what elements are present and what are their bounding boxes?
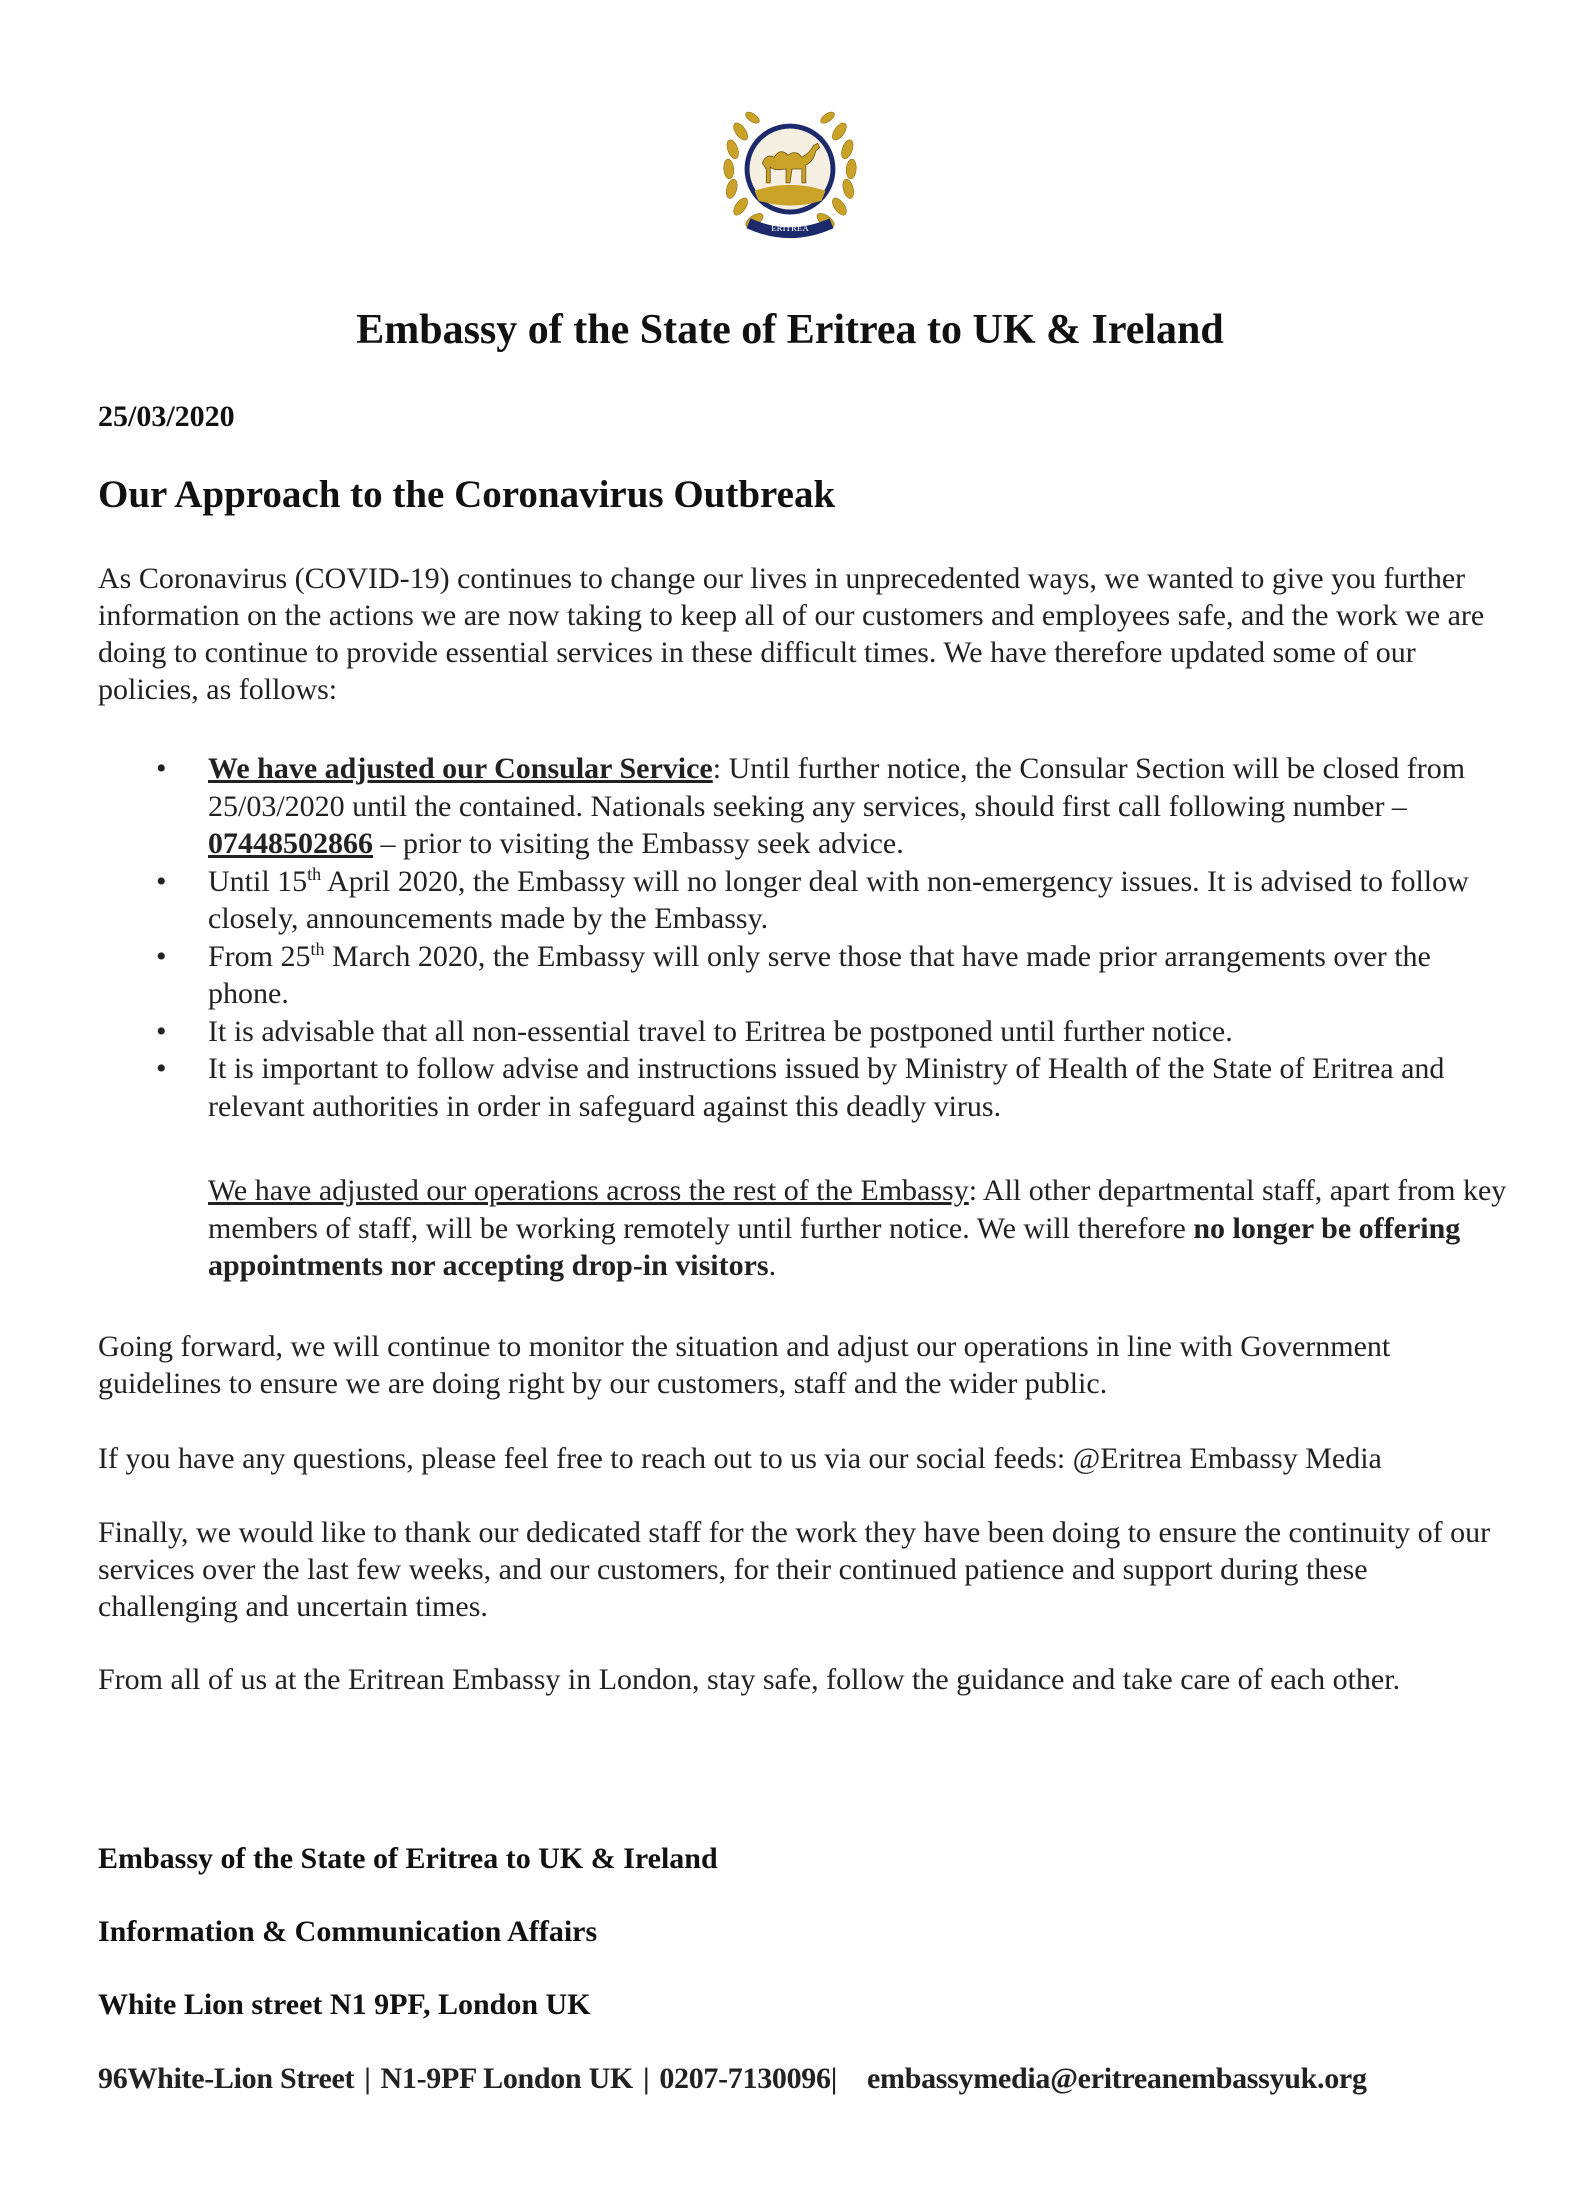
section-heading: Our Approach to the Coronavirus Outbreak bbox=[98, 473, 836, 516]
bullet-4-text: It is advisable that all non-essential travel to Eritrea be postponed until further notice. bbox=[208, 1014, 1233, 1048]
bullet-3-post: March 2020, the Embassy will only serve those that have made prior arrangements over the phone. bbox=[208, 939, 1431, 1010]
operations-text: : All other departmental staff, apart from key members of staff, will be working remotely until further notice. We will therefore bbox=[208, 1174, 1507, 1245]
intro-paragraph: As Coronavirus (COVID-19) continues to change our lives in unprecedented ways, we wanted to give you further information on the actions we are now taking to keep all of our customers and employees safe, and the work we are doing to continue to provide essential services in these difficult times. We have therefore updated some of our policies, as follows: bbox=[98, 562, 1485, 706]
consular-text-2: – prior to visiting the Embassy seek advice. bbox=[373, 827, 904, 860]
footer-contact bbox=[98, 2062, 1367, 2096]
list-item bbox=[98, 938, 1498, 1013]
signature-embassy: Embassy of the State of Eritrea to UK & Ireland bbox=[98, 1842, 718, 1875]
footer-phone[interactable]: 0207-7130096 bbox=[659, 2062, 831, 2095]
bullet-3-pre: From 25 bbox=[208, 939, 311, 973]
consular-phone-number[interactable]: 07448502866 bbox=[208, 827, 373, 860]
list-item bbox=[98, 1050, 1498, 1125]
consular-service-lead: We have adjusted our Consular Service bbox=[208, 752, 713, 785]
closing-paragraph: From all of us at the Eritrean Embassy in London, stay safe, follow the guidance and take care of each other. bbox=[98, 1663, 1401, 1696]
bullet-2-sup: th bbox=[307, 863, 322, 884]
bullet-2-post: April 2020, the Embassy will no longer deal with non-emergency issues. It is advised to follow closely, announcements made by the Embassy. bbox=[208, 864, 1469, 935]
operations-end: . bbox=[768, 1249, 777, 1282]
consular-text-1: : Until further notice, the Consular Section will be closed from 25/03/2020 until the contained. Nationals seeking any services, should first call following number – bbox=[208, 752, 1466, 823]
bullet-icon: • bbox=[156, 939, 167, 973]
footer-postcode: N1-9PF London UK bbox=[380, 2062, 633, 2095]
footer-address: 96White-Lion Street bbox=[98, 2062, 355, 2095]
letter-date: 25/03/2020 bbox=[98, 400, 235, 433]
page-title: Embassy of the State of Eritrea to UK & Ireland bbox=[356, 307, 1224, 353]
footer-separator: | bbox=[643, 2062, 650, 2095]
bullet-icon: • bbox=[156, 1014, 167, 1048]
bullet-3-sup: th bbox=[310, 938, 325, 959]
operations-lead: We have adjusted our operations across the rest of the Embassy bbox=[208, 1174, 969, 1207]
bullet-icon: • bbox=[156, 752, 167, 785]
list-item bbox=[98, 750, 1498, 863]
bullet-2-pre: Until 15 bbox=[208, 864, 308, 898]
bullet-5-text: It is important to follow advise and instructions issued by Ministry of Health of the State of Eritrea and relevant authorities in order in safeguard against this deadly virus. bbox=[208, 1052, 1445, 1123]
questions-paragraph: If you have any questions, please feel free to reach out to us via our social feeds: @Eritrea Embassy Media bbox=[98, 1442, 1382, 1475]
eritrea-emblem-icon bbox=[711, 92, 869, 250]
footer-separator: | bbox=[364, 2062, 371, 2095]
operations-paragraph bbox=[208, 1172, 1508, 1285]
footer-email-link[interactable]: embassymedia@eritreanembassyuk.org bbox=[867, 2062, 1367, 2095]
bullet-icon: • bbox=[156, 1052, 167, 1085]
operations-bold: no longer be offering appointments nor accepting drop-in visitors bbox=[208, 1211, 1461, 1282]
going-forward-paragraph: Going forward, we will continue to monitor the situation and adjust our operations in line with Government guidelines to ensure we are doing right by our customers, staff and the wider public. bbox=[98, 1330, 1391, 1400]
bullet-icon: • bbox=[156, 864, 167, 898]
list-item bbox=[98, 863, 1498, 938]
list-item bbox=[98, 1013, 1498, 1051]
signature-address: White Lion street N1 9PF, London UK bbox=[98, 1988, 591, 2021]
thanks-paragraph: Finally, we would like to thank our dedicated staff for the work they have been doing to ensure the continuity of our services over the last few weeks, and our customers, for their continued patience and support during these challenging and uncertain times. bbox=[98, 1516, 1491, 1623]
footer-separator: | bbox=[830, 2062, 838, 2095]
signature-department: Information & Communication Affairs bbox=[98, 1915, 598, 1948]
policy-list bbox=[98, 750, 1498, 1125]
emblem-ribbon-text: ERITREA bbox=[771, 223, 809, 234]
